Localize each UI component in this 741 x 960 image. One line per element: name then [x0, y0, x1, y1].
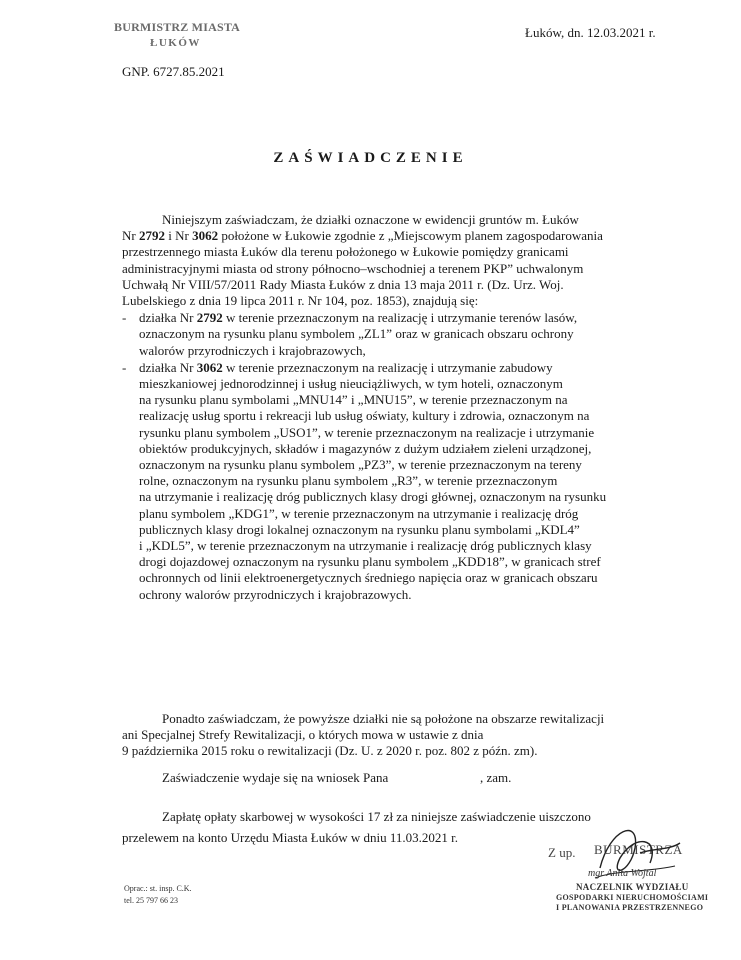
bullet2-line — [139, 587, 412, 603]
text-segment: planu symbolem „KDG1”, w terenie przeznaczonym na utrzymanie i realizację dróg — [139, 505, 579, 521]
text-segment: na rysunku planu symbolami „MNU14” i „MNU15”, w terenie przeznaczonym na — [139, 392, 568, 408]
bullet2-line — [139, 538, 592, 554]
text-segment: realizację usług sportu i rekreacji lub usług oświaty, kultury i zdrowia, oznaczonym na — [139, 408, 590, 424]
signatory-role-line1: NACZELNIK WYDZIAŁU — [576, 882, 689, 892]
parcel-number: 2792 — [138, 228, 165, 244]
text-segment: publicznych klasy drogi lokalnej oznaczonym na rysunku planu symbolami „KDL4” — [139, 521, 580, 537]
text-segment: działka Nr — [139, 359, 197, 375]
intro-line — [122, 277, 564, 293]
text-segment: rolne, oznaczonym na rysunku planu symbolem „R3”, w terenie przeznaczonym — [139, 473, 558, 489]
issuer-stamp-line2: ŁUKÓW — [150, 37, 201, 49]
intro-line — [122, 228, 603, 244]
text-segment: Nr — [122, 228, 139, 244]
text-segment: walorów przyrodniczych i krajobrazowych, — [139, 342, 366, 358]
bullet2-line — [139, 441, 591, 457]
bullet2-line — [139, 554, 601, 570]
bullet1-line — [139, 326, 574, 342]
signatory-name: mgr Anita Wojtal — [588, 868, 657, 879]
intro-line — [122, 244, 569, 260]
text-segment: działka Nr — [139, 310, 197, 326]
intro-line — [122, 261, 583, 277]
request-line-end: , zam. — [480, 770, 512, 785]
bullet2-line — [139, 506, 578, 522]
para2-line — [162, 711, 604, 727]
bullet2-line — [139, 376, 563, 392]
text-segment: oznaczonym na rysunku planu symbolem „ZL1” oraz w granicach obszaru ochrony — [139, 326, 574, 342]
text-segment: ochrony walorów przyrodniczych i krajobrazowych. — [139, 586, 412, 602]
parcel-number: 3062 — [196, 359, 223, 375]
text-segment: w terenie przeznaczonym na realizację i utrzymanie zabudowy — [222, 359, 553, 375]
bullet-marker: - — [122, 310, 127, 326]
bullet1-line — [139, 343, 366, 359]
issuer-stamp-line1: BURMISTRZ MIASTA — [114, 20, 240, 34]
text-segment: Niniejszym zaświadczam, że działki oznaczone w ewidencji gruntów m. Łuków — [162, 212, 579, 227]
bullet2-line — [139, 522, 580, 538]
para2-line — [122, 743, 538, 759]
text-segment: Uchwałą Nr VIII/57/2011 Rady Miasta Łuków z dnia 13 maja 2011 r. (Dz. Urz. Woj. — [122, 276, 564, 292]
parcel-number: 3062 — [192, 228, 219, 244]
text-segment: w terenie przeznaczonym na realizację i utrzymanie terenów lasów, — [222, 310, 578, 326]
text-segment: przestrzennego miasta Łuków dla terenu położonego w Łukowie pomiędzy granicami — [122, 244, 569, 260]
bullet2-line — [139, 489, 606, 505]
text-segment: 9 października 2015 roku o rewitalizacji (Dz. U. z 2020 r. poz. 802 z późn. zm). — [122, 743, 538, 759]
text-segment: mieszkaniowej jednorodzinnej i usług nieuciążliwych, w tym hoteli, oznaczonym — [139, 376, 563, 391]
text-segment: i „KDL5”, w terenie przeznaczonym na utrzymanie i realizację dróg publicznych klasy — [139, 538, 592, 553]
text-segment: obiektów produkcyjnych, składów i magazynów z dużym udziałem zieleni urządzonej, — [139, 440, 592, 456]
text-segment: administracyjnymi miasta od strony północno–wschodniej a terenem PKP” uchwalonym — [122, 260, 584, 276]
signatory-role-line2: GOSPODARKI NIERUCHOMOŚCIAMI — [556, 893, 709, 902]
text-segment: Lubelskiego z dnia 19 lipca 2011 r. Nr 104, poz. 1853), znajdują się: — [122, 293, 479, 308]
bullet1-line — [139, 310, 577, 326]
text-segment: ani Specjalnej Strefy Rewitalizacji, o których mowa w ustawie z dnia — [122, 727, 484, 743]
bullet2-line — [139, 408, 589, 424]
reference-number: GNP. 6727.85.2021 — [122, 64, 225, 79]
text-segment: i Nr — [164, 228, 193, 244]
text-segment: drogi dojazdowej oznaczonym na rysunku planu symbolem „KDD18”, w granicach stref — [139, 554, 601, 570]
bullet2-line — [139, 425, 594, 441]
text-segment: ochronnych od linii elektroenergetycznych średniego napięcia oraz w granicach obszaru — [139, 570, 598, 586]
text-segment: położone w Łukowie zgodnie z „Miejscowym planem zagospodarowania — [218, 228, 603, 244]
para2-line — [122, 727, 483, 743]
bullet2-line — [139, 570, 598, 586]
prepared-by: Oprac.: st. insp. C.K. — [124, 884, 192, 893]
text-segment: rysunku planu symbolem „USO1”, w terenie przeznaczonym na realizacje i utrzymanie — [139, 424, 595, 440]
intro-line — [122, 293, 478, 309]
document-date: Łuków, dn. 12.03.2021 r. — [525, 25, 656, 40]
bullet2-line — [139, 473, 557, 489]
bullet2-line — [139, 392, 568, 408]
request-line-start: Zaświadczenie wydaje się na wniosek Pana — [162, 770, 389, 785]
signature-prefix: Z up. — [548, 845, 576, 860]
fee-line-1: Zapłatę opłaty skarbowej w wysokości 17 zł za niniejsze zaświadczenie uiszczono — [162, 809, 591, 824]
intro-line — [162, 212, 579, 228]
text-segment: Ponadto zaświadczam, że powyższe działki nie są położone na obszarze rewitalizacji — [162, 711, 605, 726]
text-segment: oznaczonym na rysunku planu symbolem „PZ3”, w terenie przeznaczonym na tereny — [139, 457, 582, 472]
signature-stamp-word: BURMISTRZA — [594, 842, 683, 857]
text-segment: na utrzymanie i realizację dróg publicznych klasy drogi głównej, oznaczonym na rysunku — [139, 489, 607, 505]
signatory-role-line3: I PLANOWANIA PRZESTRZENNEGO — [556, 903, 704, 912]
phone-number: tel. 25 797 66 23 — [124, 896, 178, 905]
document-title: ZAŚWIADCZENIE — [273, 150, 468, 166]
bullet2-line — [139, 360, 553, 376]
fee-line-2: przelewem na konto Urzędu Miasta Łuków w dniu 11.03.2021 r. — [122, 830, 459, 845]
bullet2-line — [139, 457, 582, 473]
bullet-marker: - — [122, 359, 127, 375]
parcel-number: 2792 — [196, 310, 223, 326]
